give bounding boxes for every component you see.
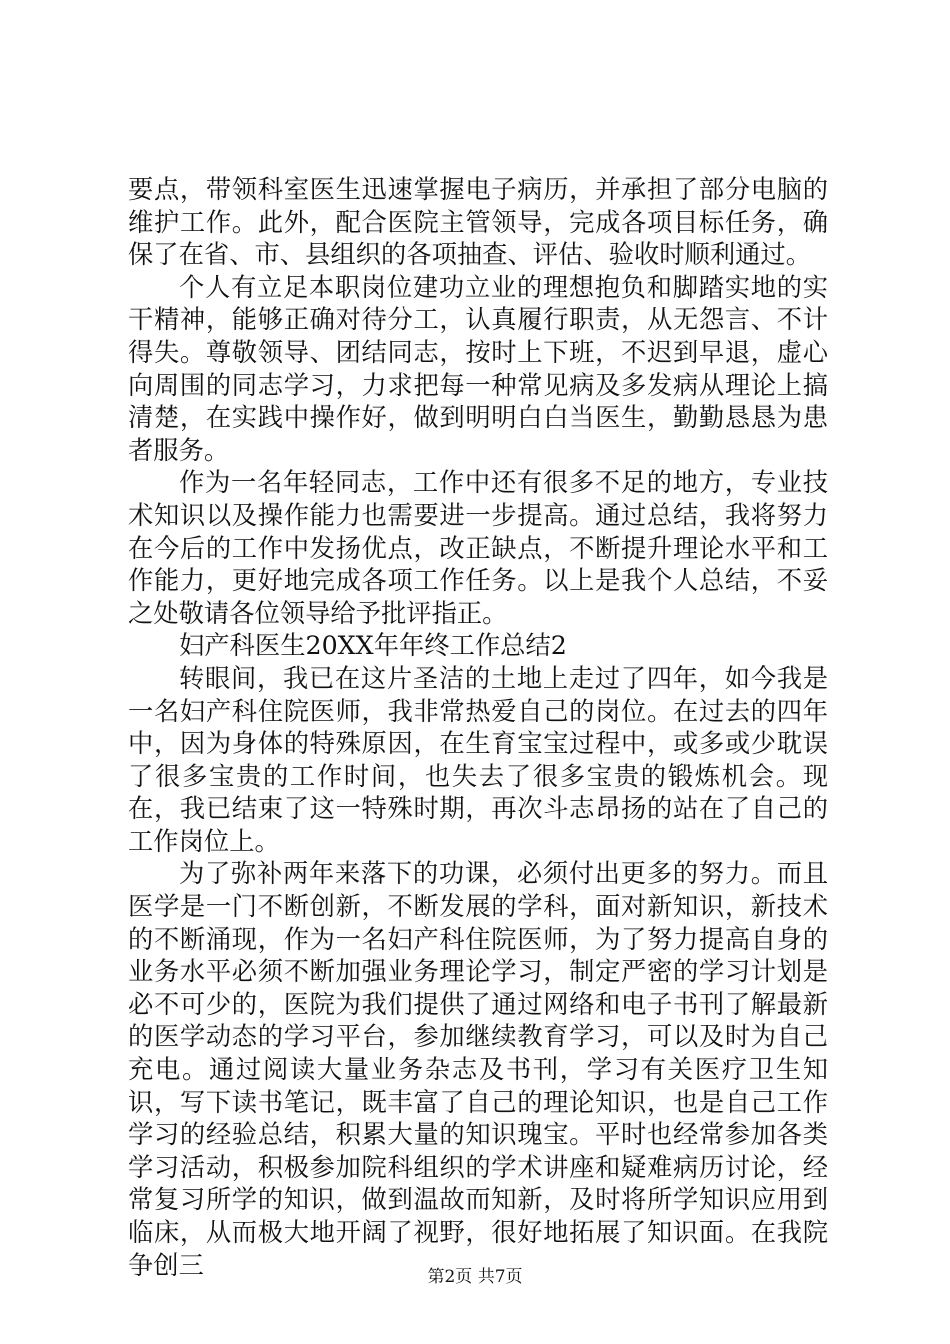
paragraph: 转眼间，我已在这片圣洁的土地上走过了四年，如今我是一名妇产科住院医师，我非常热爱自己的岗位。在过去的四年中，因为身体的特殊原因，在生育宝宝过程中，或多或少耽误了很多宝贵的工作时间，也失去了很多宝贵的锻炼机会。现在，我已结束了这一特殊时期，再次斗志昂扬的站在了自己的工作岗位上。	[128, 663, 828, 856]
paragraph: 个人有立足本职岗位建功立业的理想抱负和脚踏实地的实干精神，能够正确对待分工，认真履行职责，从无怨言、不计得失。尊敬领导、团结同志，按时上下班，不迟到早退，虚心向周围的同志学习，力求把每一种常见病及多发病从理论上搞清楚，在实践中操作好，做到明明白白当医生，勤勤恳恳为患者服务。	[128, 272, 828, 465]
paragraph: 为了弥补两年来落下的功课，必须付出更多的努力。而且医学是一门不断创新，不断发展的学科，面对新知识，新技术的不断涌现，作为一名妇产科住院医师，为了努力提高自身的业务水平必须不断加强业务理论学习，制定严密的学习计划是必不可少的，医院为我们提供了通过网络和电子书刊了解最新的医学动态的学习平台，参加继续教育学习，可以及时为自己充电。通过阅读大量业务杂志及书刊，学习有关医疗卫生知识，写下读书笔记，既丰富了自己的理论知识，也是自己工作学习的经验总结，积累大量的知识瑰宝。平时也经常参加各类学习活动，积极参加院科组织的学术讲座和疑难病历讨论，经常复习所学的知识，做到温故而知新，及时将所学知识应用到临床，从而极大地开阔了视野，很好地拓展了知识面。在我院争创三	[128, 859, 828, 1280]
document-body	[128, 174, 828, 1282]
paragraph: 作为一名年轻同志，工作中还有很多不足的地方，专业技术知识以及操作能力也需要进一步提高。通过总结，我将努力在今后的工作中发扬优点，改正缺点，不断提升理论水平和工作能力，更好地完成各项工作任务。以上是我个人总结，不妥之处敬请各位领导给予批评指正。	[128, 468, 828, 628]
page-footer: 第2页 共7页	[427, 1267, 523, 1287]
paragraph: 要点，带领科室医生迅速掌握电子病历，并承担了部分电脑的维护工作。此外，配合医院主管领导，完成各项目标任务，确保了在省、市、县组织的各项抽查、评估、验收时顺利通过。	[128, 175, 828, 270]
section-heading: 妇产科医生20XX年年终工作总结2	[179, 631, 567, 661]
